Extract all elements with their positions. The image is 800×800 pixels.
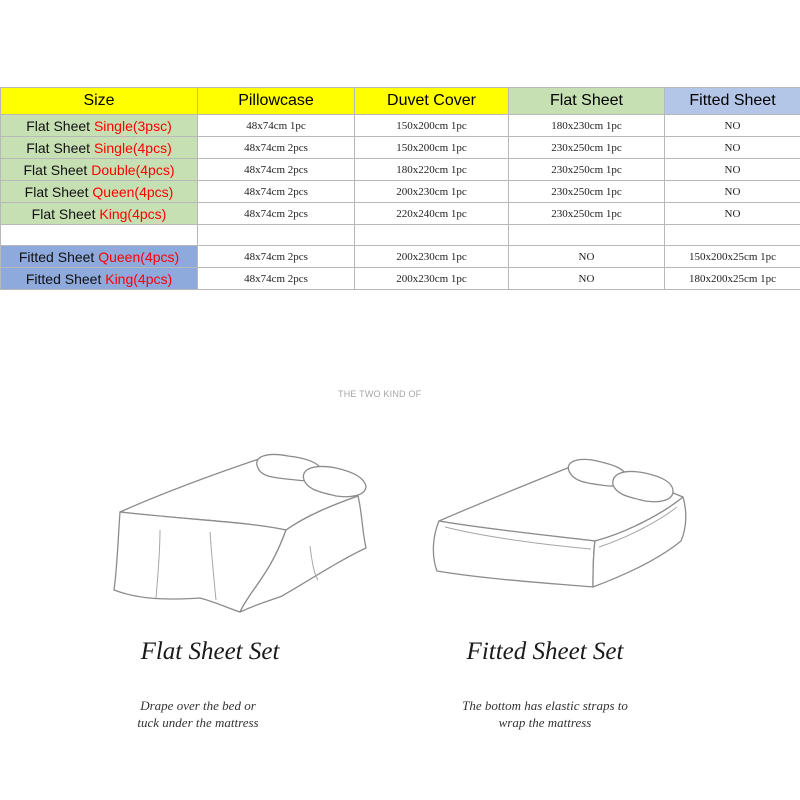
row-size-cell bbox=[1, 181, 198, 203]
row-size: King(4pcs) bbox=[105, 270, 173, 287]
duvet-cell: 150x200cm 1pc bbox=[355, 115, 509, 137]
row-prefix: Flat Sheet bbox=[26, 117, 91, 134]
table-row bbox=[1, 203, 800, 225]
row-prefix: Flat Sheet bbox=[26, 139, 91, 156]
pillowcase-cell: 48x74cm 2pcs bbox=[198, 137, 355, 159]
table-row bbox=[1, 246, 800, 268]
pillowcase-cell: 48x74cm 2pcs bbox=[198, 181, 355, 203]
flat-sheet-cell: 230x250cm 1pc bbox=[509, 137, 665, 159]
pillowcase-cell: 48x74cm 2pcs bbox=[198, 203, 355, 225]
row-size-cell bbox=[1, 203, 198, 225]
flat-sheet-cell: 180x230cm 1pc bbox=[509, 115, 665, 137]
table-spacer-row bbox=[1, 225, 800, 246]
fitted-sheet-cell: NO bbox=[665, 159, 800, 181]
header-flat-sheet: Flat Sheet bbox=[509, 88, 665, 115]
row-size: Queen(4pcs) bbox=[98, 248, 180, 265]
flat-sheet-description bbox=[70, 697, 326, 731]
header-duvet-cover: Duvet Cover bbox=[355, 88, 509, 115]
flat-sheet-title: Flat Sheet Set bbox=[140, 638, 280, 665]
table-row bbox=[1, 159, 800, 181]
fitted-desc-line-2: wrap the mattress bbox=[498, 715, 592, 730]
row-size: Queen(4pcs) bbox=[92, 183, 174, 200]
duvet-cell: 180x220cm 1pc bbox=[355, 159, 509, 181]
flat-sheet-cell: NO bbox=[509, 268, 665, 290]
header-fitted-sheet: Fitted Sheet bbox=[665, 88, 800, 115]
flat-sheet-cell: 230x250cm 1pc bbox=[509, 203, 665, 225]
row-prefix: Flat Sheet bbox=[24, 183, 89, 200]
fitted-sheet-title: Fitted Sheet Set bbox=[466, 638, 624, 665]
row-size-cell bbox=[1, 115, 198, 137]
duvet-cell: 200x230cm 1pc bbox=[355, 246, 509, 268]
pillowcase-cell: 48x74cm 2pcs bbox=[198, 268, 355, 290]
pillowcase-cell: 48x74cm 2pcs bbox=[198, 159, 355, 181]
row-size: King(4pcs) bbox=[99, 205, 167, 222]
flat-sheet-cell: 230x250cm 1pc bbox=[509, 159, 665, 181]
table-row bbox=[1, 115, 800, 137]
row-size-cell bbox=[1, 159, 198, 181]
header-size: Size bbox=[1, 88, 198, 115]
fitted-sheet-cell: 180x200x25cm 1pc bbox=[665, 268, 800, 290]
fitted-sheet-description bbox=[405, 697, 685, 731]
duvet-cell: 150x200cm 1pc bbox=[355, 137, 509, 159]
duvet-cell: 220x240cm 1pc bbox=[355, 203, 509, 225]
row-prefix: Flat Sheet bbox=[31, 205, 96, 222]
flat-desc-line-1: Drape over the bed or bbox=[140, 698, 256, 713]
fitted-sheet-cell: NO bbox=[665, 203, 800, 225]
fitted-sheet-cell: 150x200x25cm 1pc bbox=[665, 246, 800, 268]
row-size: Single(3psc) bbox=[93, 117, 172, 134]
row-size-cell bbox=[1, 246, 198, 268]
fitted-sheet-bed-illustration bbox=[425, 455, 695, 595]
row-prefix: Fitted Sheet bbox=[25, 270, 102, 287]
flat-sheet-cell: NO bbox=[509, 246, 665, 268]
row-prefix: Fitted Sheet bbox=[18, 248, 95, 265]
row-size: Double(4pcs) bbox=[91, 161, 175, 178]
flat-sheet-bed-illustration bbox=[100, 450, 390, 620]
flat-sheet-cell: 230x250cm 1pc bbox=[509, 181, 665, 203]
size-table bbox=[0, 87, 800, 290]
row-size-cell bbox=[1, 268, 198, 290]
section-subheader: THE TWO KIND OF bbox=[338, 389, 422, 399]
header-pillowcase: Pillowcase bbox=[198, 88, 355, 115]
table-row bbox=[1, 181, 800, 203]
fitted-sheet-cell: NO bbox=[665, 137, 800, 159]
row-size: Single(4pcs) bbox=[93, 139, 172, 156]
table-row bbox=[1, 137, 800, 159]
fitted-sheet-cell: NO bbox=[665, 115, 800, 137]
flat-desc-line-2: tuck under the mattress bbox=[137, 715, 259, 730]
duvet-cell: 200x230cm 1pc bbox=[355, 181, 509, 203]
pillowcase-cell: 48x74cm 2pcs bbox=[198, 246, 355, 268]
table-header-row bbox=[1, 88, 800, 115]
duvet-cell: 200x230cm 1pc bbox=[355, 268, 509, 290]
pillowcase-cell: 48x74cm 1pc bbox=[198, 115, 355, 137]
fitted-desc-line-1: The bottom has elastic straps to bbox=[462, 698, 628, 713]
table-row bbox=[1, 268, 800, 290]
row-prefix: Flat Sheet bbox=[23, 161, 88, 178]
fitted-sheet-cell: NO bbox=[665, 181, 800, 203]
row-size-cell bbox=[1, 137, 198, 159]
